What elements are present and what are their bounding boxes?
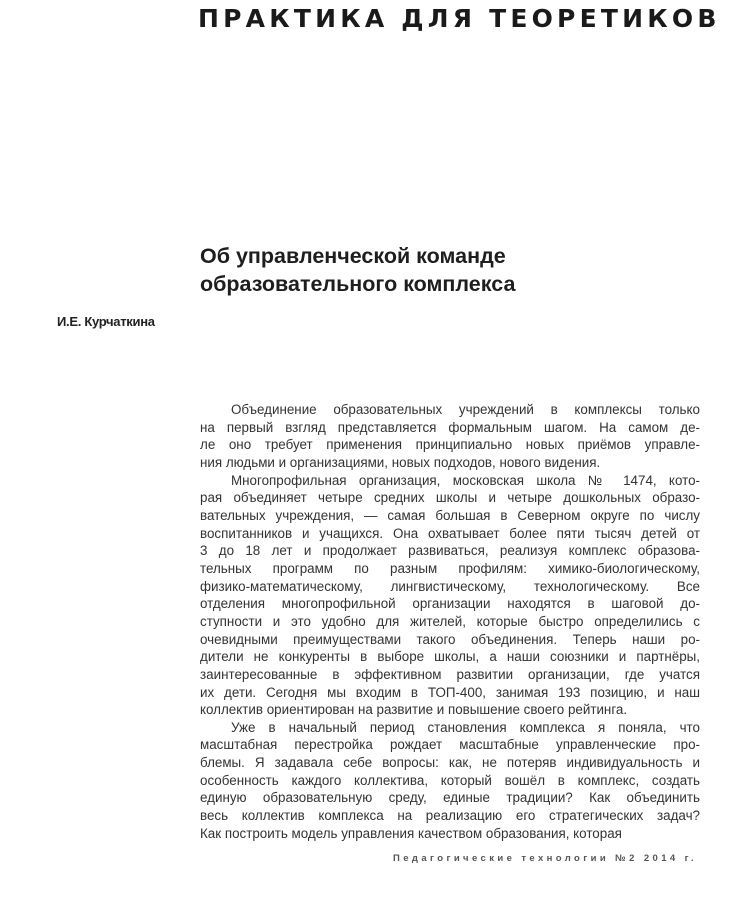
text-line: воспитанников и учащихся. Она охватывает более пяти тысяч детей от	[200, 525, 700, 541]
article-author: И.Е. Курчаткина	[57, 314, 155, 329]
text-line: очевидными преимуществами такого объединения. Теперь наши ро-	[200, 631, 700, 647]
text-line: Многопрофильная организация, московская школа № 1474, кото-	[231, 472, 700, 488]
text-line: весь коллектив комплекса на реализацию его стратегических задач?	[200, 808, 700, 824]
text-line: на первый взгляд представляется формальным шагом. На самом де-	[200, 419, 700, 435]
text-line: дители не конкуренты в выборе школы, а наши союзники и партнёры,	[200, 649, 700, 665]
article-title-line: образовательного комплекса	[200, 272, 516, 296]
text-line: масштабная перестройка рождает масштабные управленческие про-	[200, 737, 700, 753]
text-line: особенность каждого коллектива, который вошёл в комплекс, создать	[200, 772, 700, 788]
text-line: коллектив ориентирован на развитие и повышение своего рейтинга.	[200, 702, 628, 718]
text-line: ступности и это удобно для жителей, которые быстро определились с	[200, 613, 700, 629]
text-line: Уже в начальный период становления комплекса я поняла, что	[231, 719, 700, 735]
article-title-line: Об управленческой команде	[200, 244, 506, 268]
article-title	[200, 242, 515, 298]
article-body	[200, 401, 700, 842]
text-line: Как построить модель управления качеством образования, которая	[200, 825, 622, 841]
text-line: единую образовательную среду, единые традиции? Как объединить	[200, 790, 700, 806]
text-line: вательных учреждения, — самая большая в Северном округе по числу	[200, 507, 700, 523]
text-line: Объединение образовательных учреждений в комплексы только	[231, 402, 700, 417]
text-line: ния людьми и организациями, новых подходов, нового видения.	[200, 454, 601, 470]
text-line: заинтересованные в эффективном развитии организации, где учатся	[200, 666, 700, 682]
section-header: ПРАКТИКА ДЛЯ ТЕОРЕТИКОВ	[198, 4, 721, 33]
text-line: тельных программ по разным профилям: химико-биологическому,	[200, 560, 700, 576]
text-line: 3 до 18 лет и продолжает развиваться, реализуя комплекс образова-	[200, 543, 700, 559]
text-line: рая объединяет четыре средних школы и четыре дошкольных образо-	[200, 490, 700, 506]
page-footer: Педагогические технологии №2 2014 г.	[393, 853, 698, 864]
text-line: блемы. Я задавала себе вопросы: как, не потеряв индивидуальность и	[200, 755, 700, 771]
text-line: отделения многопрофильной организации находятся в шаговой до-	[200, 596, 700, 612]
text-line: их дети. Сегодня мы входим в ТОП-400, занимая 193 позицию, и наш	[200, 684, 700, 700]
text-line: ле оно требует применения принципиально новых приёмов управле-	[200, 437, 700, 453]
text-line: физико-математическому, лингвистическому, технологическому. Все	[200, 578, 700, 594]
